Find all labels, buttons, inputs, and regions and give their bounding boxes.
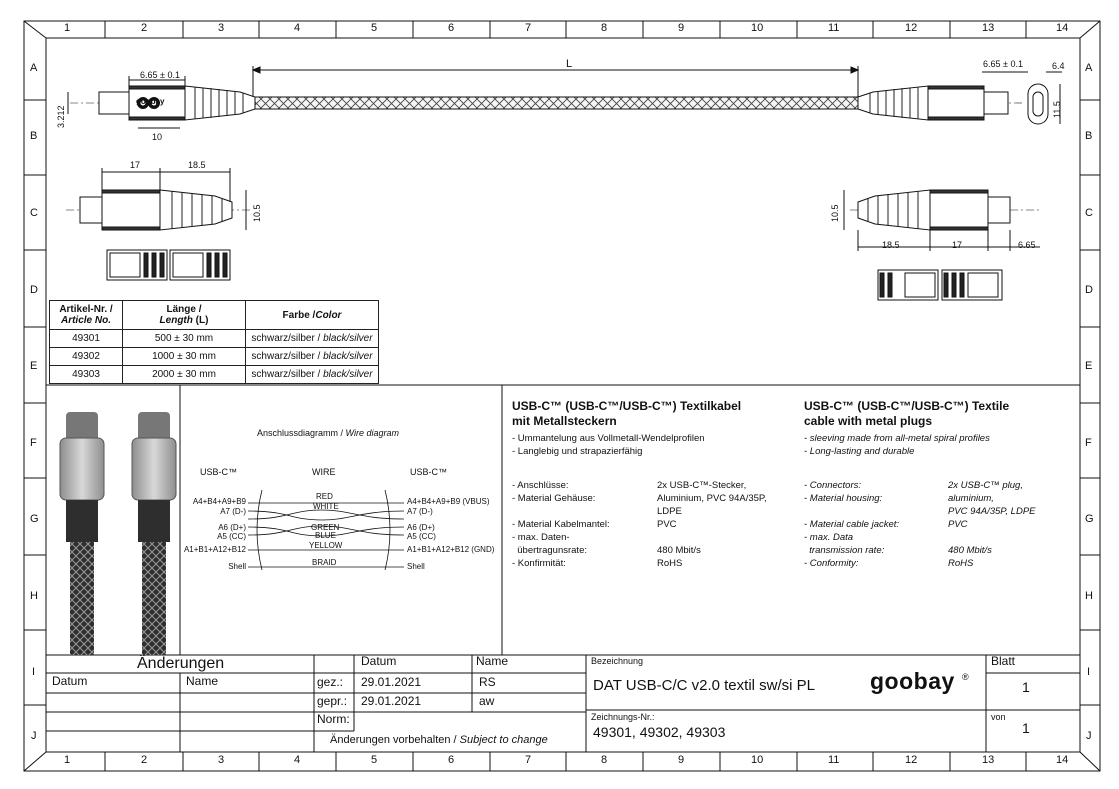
desc-de-key: - Konfirmität: (512, 558, 566, 569)
desc-de-key: - Material Kabelmantel: (512, 519, 610, 530)
row-label-C: C (30, 207, 38, 219)
desc-en-title2: cable with metal plugs (804, 414, 933, 428)
table-row: 49301 500 ± 30 mm schwarz/silber / black/silver (50, 330, 379, 348)
row-label-right-C: C (1085, 207, 1093, 219)
row-label-G: G (30, 513, 39, 525)
row-label-right-A: A (1085, 62, 1093, 74)
row-label-D: D (30, 284, 38, 296)
left-pin: A6 (D+) (218, 523, 246, 532)
col-label-bottom-2: 2 (141, 754, 148, 766)
row-label-right-D: D (1085, 284, 1093, 296)
desc-en-key: transmission rate: (804, 545, 885, 556)
table-row: 49303 2000 ± 30 mm schwarz/silber / black/silver (50, 366, 379, 384)
changes-name-header: Name (186, 674, 219, 688)
desc-de-val: 2x USB-C™-Stecker, (657, 480, 747, 491)
von-label: von (991, 712, 1006, 722)
usb-c-cable-photo (60, 412, 176, 655)
dim-left-height: 3.212 (56, 105, 66, 128)
desc-de-val: RoHS (657, 558, 683, 569)
drawing-value: 49301, 49302, 49303 (593, 724, 726, 740)
row-label-H: H (30, 590, 38, 602)
col-label-bottom-13: 13 (982, 754, 995, 766)
wire-right-header: USB-C™ (410, 467, 448, 477)
desc-de-bullet: - Ummantelung aus Vollmetall-Wendelprofilen (512, 433, 705, 444)
dim-side-h: 10.5 (252, 204, 262, 222)
row-label-A: A (30, 62, 38, 74)
side-view-left (66, 168, 250, 230)
gez-label: gez.: (317, 675, 344, 689)
wire-mid-header: WIRE (312, 467, 336, 477)
col-label-8: 8 (601, 22, 608, 34)
wire-diagram-title: Anschlussdiagramm / Wire diagram (257, 428, 399, 438)
right-pin: A4+B4+A9+B9 (VBUS) (407, 497, 490, 506)
desc-en-val: 480 Mbit/s (948, 545, 992, 556)
col-label-bottom-8: 8 (601, 754, 608, 766)
right-pin: A1+B1+A12+B12 (GND) (407, 545, 495, 554)
desc-de-bullet: - Langlebig und strapazierfähig (512, 446, 643, 457)
desc-en-val: RoHS (948, 558, 974, 569)
col-label-4: 4 (294, 22, 301, 34)
desc-de-key: übertragunsrate: (512, 545, 587, 556)
wire-label: GREEN (311, 523, 340, 532)
right-pin: Shell (407, 562, 425, 571)
th-length: Länge / Length (L) (123, 301, 246, 330)
desc-en-key: - max. Data (804, 532, 854, 543)
desc-de-key: - max. Daten- (512, 532, 570, 543)
desc-de-title1: USB-C™ (USB-C™/USB-C™) Textilkabel (512, 399, 742, 413)
von-value: 1 (1022, 720, 1030, 736)
side-view-right (844, 190, 1040, 251)
col-label-bottom-4: 4 (294, 754, 301, 766)
right-pin: A5 (CC) (407, 532, 436, 541)
logo-reg-mark: ® (962, 672, 969, 682)
blatt-value: 1 (1022, 679, 1030, 695)
wire-label: YELLOW (309, 541, 343, 550)
row-label-right-F: F (1085, 437, 1092, 449)
col-label-bottom-3: 3 (218, 754, 225, 766)
dim-right-face-w: 6.4 (1052, 61, 1065, 71)
wire-label: BRAID (312, 558, 337, 567)
desc-en-key: - Conformity: (804, 558, 859, 569)
dim-right-side-a: 17 (952, 240, 963, 250)
desc-en-bullet: - Long-lasting and durable (804, 446, 915, 457)
desc-en-val: PVC 94A/35P, LDPE (948, 506, 1036, 517)
col-label-bottom-9: 9 (678, 754, 685, 766)
article-table (49, 300, 379, 384)
col-label-bottom-6: 6 (448, 754, 455, 766)
bez-value: DAT USB-C/C v2.0 textil sw/si PL (593, 677, 815, 694)
th-color: Farbe /Color (246, 301, 379, 330)
row-label-J: J (31, 730, 37, 742)
desc-en-val: PVC (948, 519, 968, 530)
col-label-bottom-10: 10 (751, 754, 764, 766)
col-label-bottom-7: 7 (525, 754, 532, 766)
wire-left-header: USB-C™ (200, 467, 238, 477)
right-pin: A6 (D+) (407, 523, 435, 532)
col-label-11: 11 (828, 22, 840, 34)
row-label-right-J: J (1086, 730, 1092, 742)
desc-en-bullet: - sleeving made from all-metal spiral profiles (804, 433, 990, 444)
col-label-bottom-11: 11 (828, 754, 840, 766)
left-pin: A5 (CC) (217, 532, 246, 541)
dim-right-side-h: 10.5 (830, 204, 840, 222)
dim-right-face-h: 11.5 (1052, 101, 1062, 118)
desc-de-val: LDPE (657, 506, 682, 517)
wire-label: WHITE (313, 502, 339, 511)
dim-length: L (566, 58, 573, 70)
col-label-3: 3 (218, 22, 225, 34)
col-label-12: 12 (905, 22, 918, 34)
right-pin: A7 (D-) (407, 507, 433, 516)
col-label-2: 2 (141, 22, 148, 34)
name-header: Name (476, 654, 509, 668)
desc-en-key: - Material housing: (804, 493, 883, 504)
desc-en-key: - Connectors: (804, 480, 862, 491)
left-pin: A7 (D-) (220, 507, 246, 516)
desc-de-key: - Anschlüsse: (512, 480, 569, 491)
row-label-right-G: G (1085, 513, 1094, 525)
col-label-1: 1 (64, 22, 71, 34)
datum-header: Datum (361, 654, 397, 668)
desc-de-val: PVC (657, 519, 677, 530)
dim-right-side-b: 18.5 (882, 240, 900, 250)
bez-label: Bezeichnung (591, 656, 644, 666)
col-label-6: 6 (448, 22, 455, 34)
dim-right-plug-width: 6.65 ± 0.1 (983, 59, 1023, 69)
dim-side-a: 17 (130, 160, 141, 170)
changes-heading: Änderungen (137, 655, 225, 672)
desc-de-key: - Material Gehäuse: (512, 493, 596, 504)
desc-de-val: Aluminium, PVC 94A/35P, (657, 493, 767, 504)
cable-top-view (68, 66, 1062, 128)
desc-de-val: 480 Mbit/s (657, 545, 701, 556)
col-label-10: 10 (751, 22, 764, 34)
row-label-E: E (30, 360, 38, 372)
row-label-F: F (30, 437, 37, 449)
gepr-date: 29.01.2021 (361, 694, 422, 708)
norm-label: Norm: (317, 712, 350, 726)
row-label-right-I: I (1087, 666, 1091, 678)
col-label-bottom-5: 5 (371, 754, 378, 766)
desc-de-title2: mit Metallsteckern (512, 414, 617, 428)
wire-label: BLUE (315, 531, 336, 540)
col-label-9: 9 (678, 22, 685, 34)
gez-date: 29.01.2021 (361, 675, 422, 689)
left-pin: A1+B1+A12+B12 (183, 545, 246, 554)
col-label-bottom-1: 1 (64, 754, 71, 766)
col-label-bottom-14: 14 (1056, 754, 1069, 766)
col-label-bottom-12: 12 (905, 754, 918, 766)
gepr-label: gepr.: (317, 694, 348, 708)
housing-parts-right (878, 270, 1002, 300)
drawing-label: Zeichnungs-Nr.: (591, 712, 655, 722)
reserve-note: Änderungen vorbehalten / Subject to change (330, 734, 548, 746)
gez-name: RS (479, 675, 496, 689)
dim-left-plug-width: 6.65 ± 0.1 (140, 70, 180, 80)
table-row: 49302 1000 ± 30 mm schwarz/silber / black/silver (50, 348, 379, 366)
dim-side-b: 18.5 (188, 160, 206, 170)
col-label-13: 13 (982, 22, 995, 34)
left-pin: A4+B4+A9+B9 (192, 497, 246, 506)
col-label-7: 7 (525, 22, 532, 34)
row-label-I: I (32, 666, 36, 678)
goobay-logo-icon: goobay (870, 668, 955, 694)
wire-label: RED (316, 492, 333, 501)
housing-parts-left (107, 250, 230, 280)
blatt-label: Blatt (991, 654, 1016, 668)
left-pin: Shell (228, 562, 246, 571)
desc-en-key: - Material cable jacket: (804, 519, 900, 530)
plug-logo-text: goobay (136, 97, 165, 106)
th-article: Artikel-Nr. / Article No. (50, 301, 123, 330)
dim-left-grip: 10 (152, 132, 163, 142)
desc-en-val: 2x USB-C™ plug, (948, 480, 1023, 491)
col-label-5: 5 (371, 22, 378, 34)
col-label-14: 14 (1056, 22, 1069, 34)
gepr-name: aw (479, 694, 495, 708)
changes-datum-header: Datum (52, 674, 88, 688)
dim-right-side-c: 6.65 (1018, 240, 1036, 250)
row-label-right-E: E (1085, 360, 1093, 372)
desc-en-title1: USB-C™ (USB-C™/USB-C™) Textile (804, 399, 1010, 413)
row-label-right-B: B (1085, 130, 1093, 142)
desc-en-val: aluminium, (948, 493, 994, 504)
row-label-right-H: H (1085, 590, 1093, 602)
row-label-B: B (30, 130, 38, 142)
